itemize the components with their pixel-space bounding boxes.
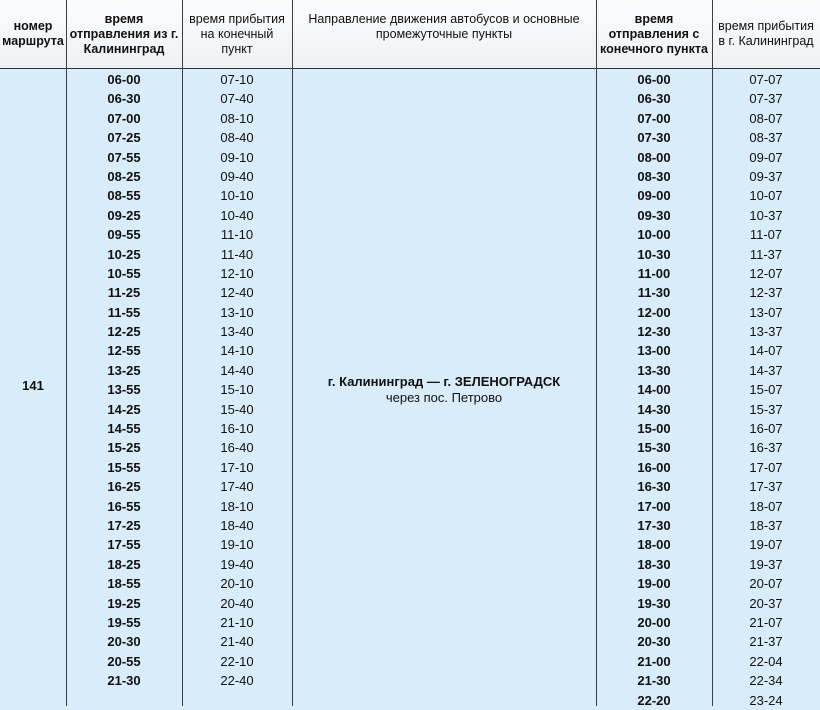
column-arrive-kaliningrad: [712, 70, 820, 710]
time-cell: 08-55: [107, 188, 141, 204]
time-cell: 09-55: [107, 227, 141, 243]
header-depart-kaliningrad: время отправления из г. Калининград: [69, 11, 179, 56]
time-cell: 12-00: [637, 304, 671, 320]
time-cell: 12-40: [220, 285, 254, 301]
header-depart-terminal: время отправления с конечного пункта: [600, 11, 708, 56]
time-cell: 21-30: [107, 673, 141, 689]
time-cell: 11-25: [107, 285, 141, 301]
time-cell: 07-37: [749, 91, 783, 107]
time-cell: 11-30: [637, 285, 671, 301]
time-cell: 16-07: [749, 421, 783, 437]
time-cell: 18-40: [220, 517, 254, 533]
time-cell: 09-07: [749, 149, 783, 165]
time-cell: 14-25: [107, 401, 141, 417]
time-cell: 21-40: [220, 634, 254, 650]
direction-via: через пос. Петрово: [385, 390, 503, 405]
time-cell: 20-00: [637, 614, 671, 630]
header-route-number: номер маршрута: [2, 19, 64, 48]
time-cell: 13-00: [637, 343, 671, 359]
time-cell: 07-00: [107, 110, 141, 126]
time-cell: 14-40: [220, 362, 254, 378]
time-cell: 13-07: [749, 304, 783, 320]
time-cell: 12-10: [220, 265, 254, 281]
time-cell: 20-10: [220, 576, 254, 592]
time-cell: 09-30: [637, 207, 671, 223]
time-cell: 16-25: [107, 479, 141, 495]
time-cell: 22-04: [749, 653, 783, 669]
time-cell: 22-10: [220, 653, 254, 669]
time-cell: 15-00: [637, 421, 671, 437]
time-cell: 17-07: [749, 459, 783, 475]
time-cell: 08-37: [749, 130, 783, 146]
time-cell: 07-00: [637, 110, 671, 126]
route-number: 141: [22, 378, 44, 393]
time-cell: 15-10: [220, 382, 254, 398]
time-cell: 09-40: [220, 168, 254, 184]
time-cell: 17-00: [637, 498, 671, 514]
time-cell: 18-07: [749, 498, 783, 514]
time-cell: 19-37: [749, 556, 783, 572]
time-cell: 18-10: [220, 498, 254, 514]
time-cell: 07-10: [220, 72, 254, 87]
time-cell: 13-25: [107, 362, 141, 378]
time-cell: 15-25: [107, 440, 141, 456]
time-cell: 07-07: [749, 72, 783, 87]
column-depart-kaliningrad: [66, 70, 182, 691]
time-cell: 15-40: [220, 401, 254, 417]
time-cell: 06-00: [107, 72, 141, 87]
time-cell: 09-00: [637, 188, 671, 204]
time-cell: 08-00: [637, 149, 671, 165]
time-cell: 17-30: [637, 517, 671, 533]
time-cell: 18-30: [637, 556, 671, 572]
time-cell: 16-55: [107, 498, 141, 514]
time-cell: 15-55: [107, 459, 141, 475]
time-cell: 18-00: [637, 537, 671, 553]
time-cell: 17-55: [107, 537, 141, 553]
time-cell: 20-37: [749, 595, 783, 611]
time-cell: 16-10: [220, 421, 254, 437]
time-cell: 22-40: [220, 673, 254, 689]
column-divider: [292, 0, 293, 706]
time-cell: 09-10: [220, 149, 254, 165]
time-cell: 10-10: [220, 188, 254, 204]
time-cell: 14-30: [637, 401, 671, 417]
time-cell: 20-30: [107, 634, 141, 650]
time-cell: 14-55: [107, 421, 141, 437]
time-cell: 07-30: [637, 130, 671, 146]
time-cell: 19-25: [107, 595, 141, 611]
time-cell: 08-40: [220, 130, 254, 146]
time-cell: 10-07: [749, 188, 783, 204]
time-cell: 11-40: [220, 246, 254, 262]
time-cell: 18-25: [107, 556, 141, 572]
table-header: [0, 0, 820, 69]
time-cell: 14-10: [220, 343, 254, 359]
time-cell: 15-37: [749, 401, 783, 417]
time-cell: 11-00: [637, 265, 671, 281]
time-cell: 17-25: [107, 517, 141, 533]
time-cell: 12-25: [107, 324, 141, 340]
time-cell: 20-07: [749, 576, 783, 592]
time-cell: 21-30: [637, 673, 671, 689]
time-cell: 07-25: [107, 130, 141, 146]
time-cell: 06-30: [107, 91, 141, 107]
time-cell: 07-55: [107, 149, 141, 165]
time-cell: 16-00: [637, 459, 671, 475]
time-cell: 08-10: [220, 110, 254, 126]
time-cell: 15-30: [637, 440, 671, 456]
time-cell: 10-00: [637, 227, 671, 243]
time-cell: 16-30: [637, 479, 671, 495]
time-cell: 13-30: [637, 362, 671, 378]
time-cell: 21-00: [637, 653, 671, 669]
time-cell: 09-37: [749, 168, 783, 184]
time-cell: 14-37: [749, 362, 783, 378]
time-cell: 19-07: [749, 537, 783, 553]
time-cell: 12-55: [107, 343, 141, 359]
time-cell: 10-30: [637, 246, 671, 262]
time-cell: 21-37: [749, 634, 783, 650]
time-cell: 08-25: [107, 168, 141, 184]
time-cell: 17-10: [220, 459, 254, 475]
time-cell: 21-10: [220, 614, 254, 630]
time-cell: 20-30: [637, 634, 671, 650]
time-cell: 20-40: [220, 595, 254, 611]
time-cell: 20-55: [107, 653, 141, 669]
time-cell: 18-55: [107, 576, 141, 592]
header-arrive-terminal: время прибытия на конечный пункт: [189, 11, 285, 56]
time-cell: 13-40: [220, 324, 254, 340]
direction-main: г. Калининград — г. ЗЕЛЕНОГРАДСК: [327, 374, 561, 389]
time-cell: 06-30: [637, 91, 671, 107]
time-cell: 10-40: [220, 207, 254, 223]
time-cell: 11-07: [749, 227, 783, 243]
header-direction: Направление движения автобусов и основные промежуточные пункты: [308, 12, 580, 41]
time-cell: 19-00: [637, 576, 671, 592]
header-arrive-kaliningrad: время прибытия в г. Калининград: [718, 19, 814, 48]
time-cell: 22-20: [637, 692, 671, 708]
time-cell: 07-40: [220, 91, 254, 107]
time-cell: 19-10: [220, 537, 254, 553]
time-cell: 14-07: [749, 343, 783, 359]
time-cell: 16-40: [220, 440, 254, 456]
time-cell: 18-37: [749, 517, 783, 533]
time-cell: 22-34: [749, 673, 783, 689]
time-cell: 12-37: [749, 285, 783, 301]
time-cell: 10-55: [107, 265, 141, 281]
time-cell: 12-07: [749, 265, 783, 281]
time-cell: 10-25: [107, 246, 141, 262]
time-cell: 19-30: [637, 595, 671, 611]
time-cell: 19-55: [107, 614, 141, 630]
time-cell: 08-30: [637, 168, 671, 184]
time-cell: 15-07: [749, 382, 783, 398]
time-cell: 08-07: [749, 110, 783, 126]
time-cell: 17-40: [220, 479, 254, 495]
time-cell: 23-24: [749, 692, 783, 708]
time-cell: 16-37: [749, 440, 783, 456]
time-cell: 13-37: [749, 324, 783, 340]
time-cell: 14-00: [637, 382, 671, 398]
time-cell: 17-37: [749, 479, 783, 495]
time-cell: 19-40: [220, 556, 254, 572]
time-cell: 13-10: [220, 304, 254, 320]
time-cell: 10-37: [749, 207, 783, 223]
time-cell: 11-10: [220, 227, 254, 243]
time-cell: 21-07: [749, 614, 783, 630]
time-cell: 11-37: [749, 246, 783, 262]
route-direction: [292, 374, 596, 406]
time-cell: 12-30: [637, 324, 671, 340]
time-cell: 13-55: [107, 382, 141, 398]
column-depart-terminal: [596, 70, 712, 710]
time-cell: 09-25: [107, 207, 141, 223]
column-arrive-terminal: [182, 70, 292, 691]
time-cell: 11-55: [107, 304, 141, 320]
time-cell: 06-00: [637, 72, 671, 87]
